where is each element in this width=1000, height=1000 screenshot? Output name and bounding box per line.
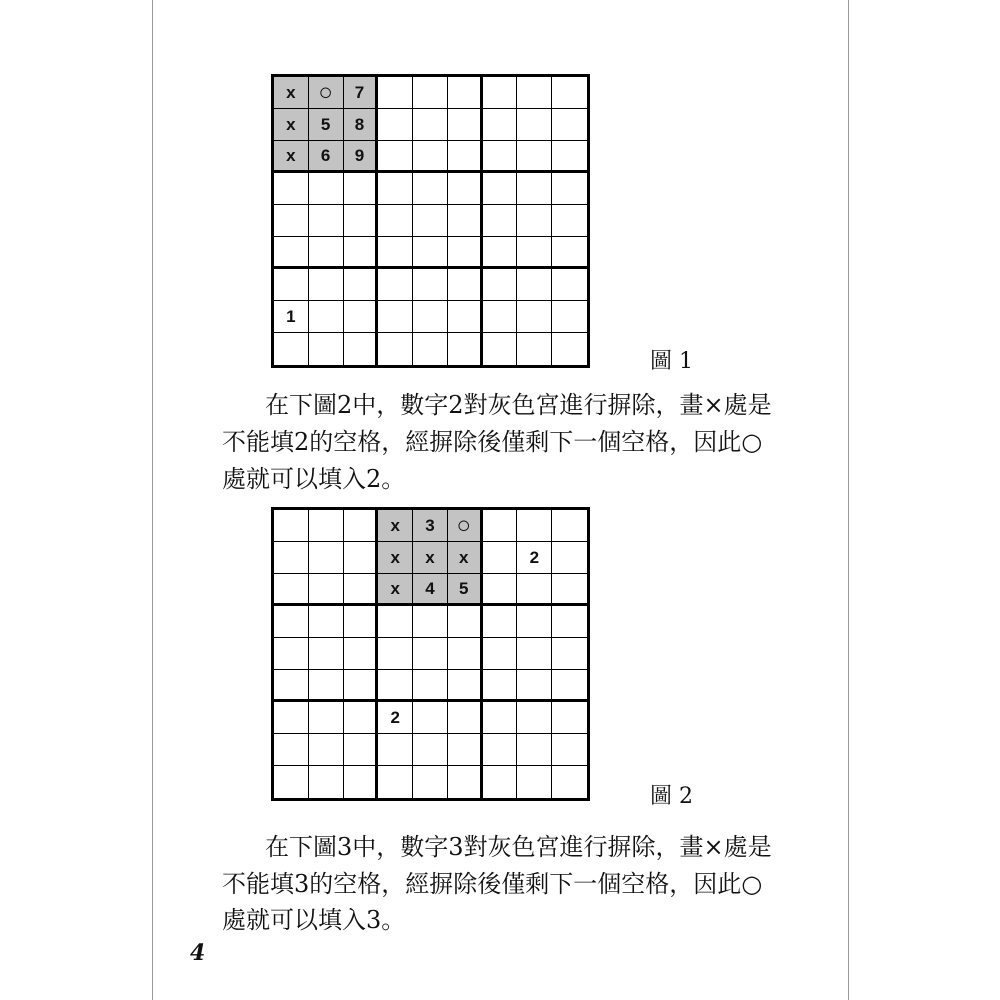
- grid-cell: [448, 205, 483, 237]
- grid-cell: [274, 670, 309, 702]
- grid-cell: [378, 333, 413, 365]
- grid-cell: [483, 237, 518, 269]
- grid-cell: [274, 702, 309, 734]
- grid-cell: x: [378, 574, 413, 606]
- grid-cell: [483, 77, 518, 109]
- paragraph-2-line-1: 在下圖3中，數字3對灰色宮進行摒除，畫×處是: [265, 833, 772, 861]
- grid-cell: [274, 205, 309, 237]
- grid-cell: [517, 173, 552, 205]
- grid-cell: [517, 269, 552, 301]
- grid-cell: [448, 77, 483, 109]
- grid-cell: [448, 670, 483, 702]
- grid-cell: [344, 333, 379, 365]
- figure-1-caption: 圖 1: [650, 349, 693, 374]
- grid-cell: [483, 109, 518, 141]
- grid-cell: [413, 766, 448, 798]
- grid-cell: [344, 638, 379, 670]
- grid-cell: [378, 638, 413, 670]
- grid-cell: [378, 301, 413, 333]
- grid-cell: [552, 510, 587, 542]
- grid-cell: [483, 141, 518, 173]
- grid-cell: [413, 269, 448, 301]
- grid-cell: [517, 670, 552, 702]
- grid-cell: [448, 301, 483, 333]
- grid-cell: [552, 301, 587, 333]
- grid-cell: [413, 237, 448, 269]
- grid-cell: ○: [309, 77, 344, 109]
- grid-cell: [309, 766, 344, 798]
- grid-cell: [344, 269, 379, 301]
- grid-cell: [309, 205, 344, 237]
- grid-cell: [517, 766, 552, 798]
- grid-cell: [344, 734, 379, 766]
- grid-cell: [378, 141, 413, 173]
- grid-cell: x: [274, 141, 309, 173]
- grid-cell: [448, 766, 483, 798]
- grid-cell: [552, 109, 587, 141]
- grid-cell: [309, 734, 344, 766]
- grid-cell: [517, 333, 552, 365]
- grid-cell: [517, 638, 552, 670]
- grid-cell: [344, 766, 379, 798]
- grid-cell: [448, 606, 483, 638]
- grid-cell: [552, 670, 587, 702]
- grid-cell: [552, 333, 587, 365]
- paragraph-1-line-1: 在下圖2中，數字2對灰色宮進行摒除，畫×處是: [265, 391, 772, 419]
- grid-cell: [344, 574, 379, 606]
- grid-cell: [448, 237, 483, 269]
- grid-cell: 4: [413, 574, 448, 606]
- grid-cell: x: [448, 542, 483, 574]
- grid-cell: [483, 702, 518, 734]
- grid-cell: [413, 301, 448, 333]
- page-right-edge: [848, 0, 849, 1000]
- sudoku-grid-figure-1: [271, 74, 590, 368]
- grid-cell: [413, 606, 448, 638]
- grid-cell: [483, 205, 518, 237]
- grid-cell: [448, 702, 483, 734]
- grid-cell: [413, 173, 448, 205]
- grid-cell: [413, 77, 448, 109]
- grid-cell: [483, 574, 518, 606]
- grid-cell: [517, 205, 552, 237]
- grid-cell: [517, 510, 552, 542]
- grid-cell: [552, 702, 587, 734]
- grid-cell: [517, 606, 552, 638]
- grid-cell: 5: [309, 109, 344, 141]
- grid-cell: [344, 542, 379, 574]
- grid-cell: [344, 301, 379, 333]
- grid-cell: x: [274, 109, 309, 141]
- grid-cell: [483, 542, 518, 574]
- grid-cell: x: [413, 542, 448, 574]
- grid-cell: [344, 173, 379, 205]
- grid-cell: [448, 173, 483, 205]
- grid-cell: [552, 237, 587, 269]
- grid-cell: [552, 766, 587, 798]
- grid-cell: [483, 301, 518, 333]
- grid-cell: [378, 269, 413, 301]
- grid-cell: [274, 638, 309, 670]
- grid-cell: [274, 574, 309, 606]
- grid-cell: [309, 606, 344, 638]
- grid-cell: [552, 638, 587, 670]
- grid-cell: [309, 702, 344, 734]
- grid-cell: [413, 638, 448, 670]
- grid-cell: [483, 670, 518, 702]
- grid-cell: [309, 510, 344, 542]
- grid-cell: [448, 269, 483, 301]
- grid-cell: [552, 141, 587, 173]
- grid-cell: [517, 301, 552, 333]
- grid-cell: [483, 173, 518, 205]
- grid-cell: [309, 542, 344, 574]
- grid-cell: [483, 606, 518, 638]
- grid-cell: [552, 574, 587, 606]
- grid-cell: [309, 301, 344, 333]
- grid-cell: 3: [413, 510, 448, 542]
- grid-cell: [517, 109, 552, 141]
- grid-cell: 5: [448, 574, 483, 606]
- grid-cell: [309, 574, 344, 606]
- grid-cell: [517, 237, 552, 269]
- grid-cell: [378, 77, 413, 109]
- grid-cell: [413, 734, 448, 766]
- grid-cell: [309, 670, 344, 702]
- grid-cell: [344, 670, 379, 702]
- grid-cell: [413, 141, 448, 173]
- page-left-edge: [152, 0, 153, 1000]
- grid-cell: [274, 510, 309, 542]
- grid-cell: [344, 702, 379, 734]
- grid-cell: [552, 542, 587, 574]
- grid-cell: [274, 734, 309, 766]
- grid-cell: [274, 606, 309, 638]
- grid-cell: [448, 734, 483, 766]
- grid-cell: [274, 766, 309, 798]
- grid-cell: [309, 638, 344, 670]
- grid-cell: [483, 510, 518, 542]
- grid-cell: [448, 141, 483, 173]
- grid-cell: [517, 77, 552, 109]
- grid-cell: [378, 173, 413, 205]
- grid-cell: [378, 606, 413, 638]
- grid-cell: [378, 734, 413, 766]
- grid-cell: [309, 237, 344, 269]
- page-number: 4: [190, 940, 206, 966]
- sudoku-grid-figure-2: [271, 507, 590, 801]
- grid-cell: [274, 333, 309, 365]
- grid-cell: [344, 606, 379, 638]
- grid-cell: [448, 333, 483, 365]
- grid-cell: [517, 574, 552, 606]
- grid-cell: [413, 109, 448, 141]
- grid-cell: [413, 333, 448, 365]
- grid-cell: x: [274, 77, 309, 109]
- grid-cell: [483, 269, 518, 301]
- grid-cell: [378, 237, 413, 269]
- grid-cell: x: [378, 510, 413, 542]
- grid-cell: [344, 510, 379, 542]
- grid-cell: 6: [309, 141, 344, 173]
- paragraph-2-line-3: 處就可以填入3。: [222, 906, 406, 934]
- grid-cell: [448, 638, 483, 670]
- grid-cell: [309, 173, 344, 205]
- grid-cell: [552, 606, 587, 638]
- grid-cell: [309, 333, 344, 365]
- grid-cell: [552, 77, 587, 109]
- paragraph-2-line-2: 不能填3的空格，經摒除後僅剩下一個空格，因此○: [222, 870, 763, 898]
- grid-cell: [344, 237, 379, 269]
- paragraph-1-line-3: 處就可以填入2。: [222, 465, 406, 493]
- grid-cell: [483, 766, 518, 798]
- figure-2-caption: 圖 2: [650, 784, 693, 809]
- grid-cell: 2: [517, 542, 552, 574]
- grid-cell: 2: [378, 702, 413, 734]
- grid-cell: 7: [344, 77, 379, 109]
- grid-cell: 8: [344, 109, 379, 141]
- grid-cell: 9: [344, 141, 379, 173]
- grid-cell: [274, 542, 309, 574]
- grid-cell: [483, 734, 518, 766]
- grid-cell: [378, 766, 413, 798]
- grid-cell: ○: [448, 510, 483, 542]
- grid-cell: [552, 173, 587, 205]
- grid-cell: [378, 670, 413, 702]
- grid-cell: [378, 205, 413, 237]
- grid-cell: [552, 269, 587, 301]
- grid-cell: [309, 269, 344, 301]
- grid-cell: [448, 109, 483, 141]
- grid-cell: [517, 141, 552, 173]
- grid-cell: [274, 173, 309, 205]
- grid-cell: [483, 638, 518, 670]
- grid-cell: 1: [274, 301, 309, 333]
- grid-cell: [378, 109, 413, 141]
- grid-cell: [517, 734, 552, 766]
- grid-cell: [413, 702, 448, 734]
- grid-cell: x: [378, 542, 413, 574]
- grid-cell: [552, 734, 587, 766]
- grid-cell: [552, 205, 587, 237]
- grid-cell: [274, 269, 309, 301]
- grid-cell: [517, 702, 552, 734]
- grid-cell: [274, 237, 309, 269]
- grid-cell: [344, 205, 379, 237]
- grid-cell: [413, 670, 448, 702]
- grid-cell: [483, 333, 518, 365]
- grid-cell: [413, 205, 448, 237]
- paragraph-1-line-2: 不能填2的空格，經摒除後僅剩下一個空格，因此○: [222, 428, 763, 456]
